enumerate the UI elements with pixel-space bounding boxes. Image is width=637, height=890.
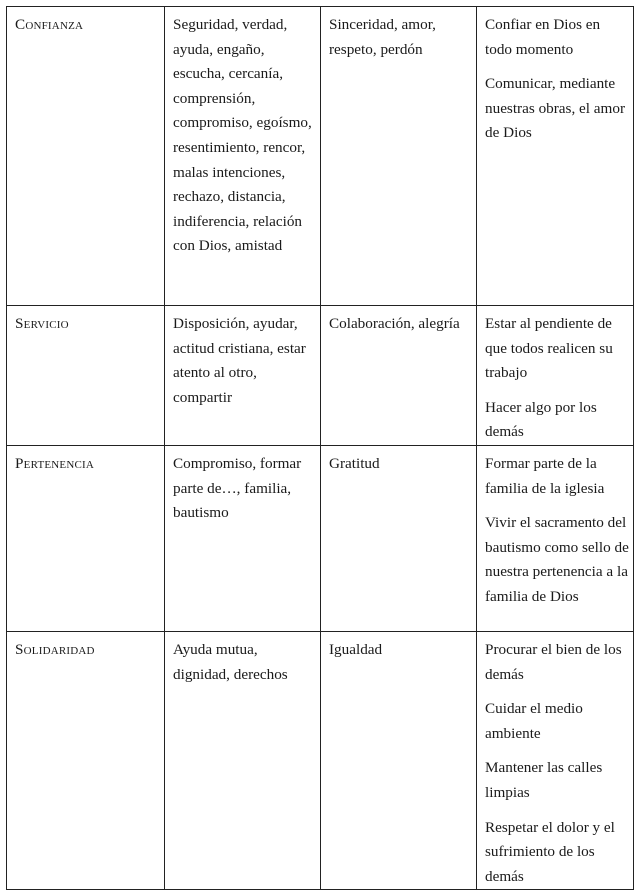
value-term — [7, 445, 165, 631]
actions-cell — [477, 306, 634, 446]
actions-cell — [477, 7, 634, 306]
actions-cell — [477, 445, 634, 631]
action-item: Comunicar, mediante nuestras obras, el amor de Dios — [485, 75, 626, 142]
table-row — [7, 306, 634, 446]
related-values-cell: Gratitud — [321, 445, 477, 631]
value-term — [7, 631, 165, 889]
value-term — [7, 7, 165, 306]
action-item: Hacer algo por los demás — [485, 398, 597, 441]
action-item: Procurar el bien de los demás — [485, 640, 622, 683]
action-item: Respetar el dolor y el sufrimiento de los demás — [485, 818, 615, 885]
term-label: Solidaridad — [15, 640, 95, 658]
related-values-cell: Sinceridad, amor, respeto, perdón — [321, 7, 477, 306]
associated-words-cell: Seguridad, verdad, ayuda, engaño, escucha, cercanía, comprensión, compromiso, egoísmo, resentimiento, rencor, malas intenciones, rechazo, distancia, indiferencia, relación con Dios, amistad — [165, 7, 321, 306]
associated-words-cell: Compromiso, formar parte de…, familia, bautismo — [165, 445, 321, 631]
table-row — [7, 445, 634, 631]
related-values-cell: Colaboración, alegría — [321, 306, 477, 446]
table-row — [7, 7, 634, 306]
action-item: Confiar en Dios en todo momento — [485, 16, 601, 58]
table-row — [7, 631, 634, 889]
values-table — [6, 6, 634, 890]
action-item: Formar parte de la familia de la iglesia — [485, 454, 605, 497]
related-values-cell: Igualdad — [321, 631, 477, 889]
term-label: Pertenencia — [15, 454, 95, 472]
value-term — [7, 306, 165, 446]
term-label: Servicio — [15, 315, 69, 332]
action-item: Vivir el sacramento del bautismo como sello de nuestra pertenencia a la familia de Dios — [485, 514, 629, 605]
actions-cell — [477, 631, 634, 889]
action-item: Mantener las calles limpias — [485, 759, 603, 801]
action-item: Estar al pendiente de que todos realicen su trabajo — [485, 315, 613, 382]
action-item: Cuidar el medio ambiente — [485, 700, 583, 742]
associated-words-cell: Ayuda mutua, dignidad, derechos — [165, 631, 321, 889]
term-label: Confianza — [15, 16, 84, 33]
associated-words-cell: Disposición, ayudar, actitud cristiana, estar atento al otro, compartir — [165, 306, 321, 446]
